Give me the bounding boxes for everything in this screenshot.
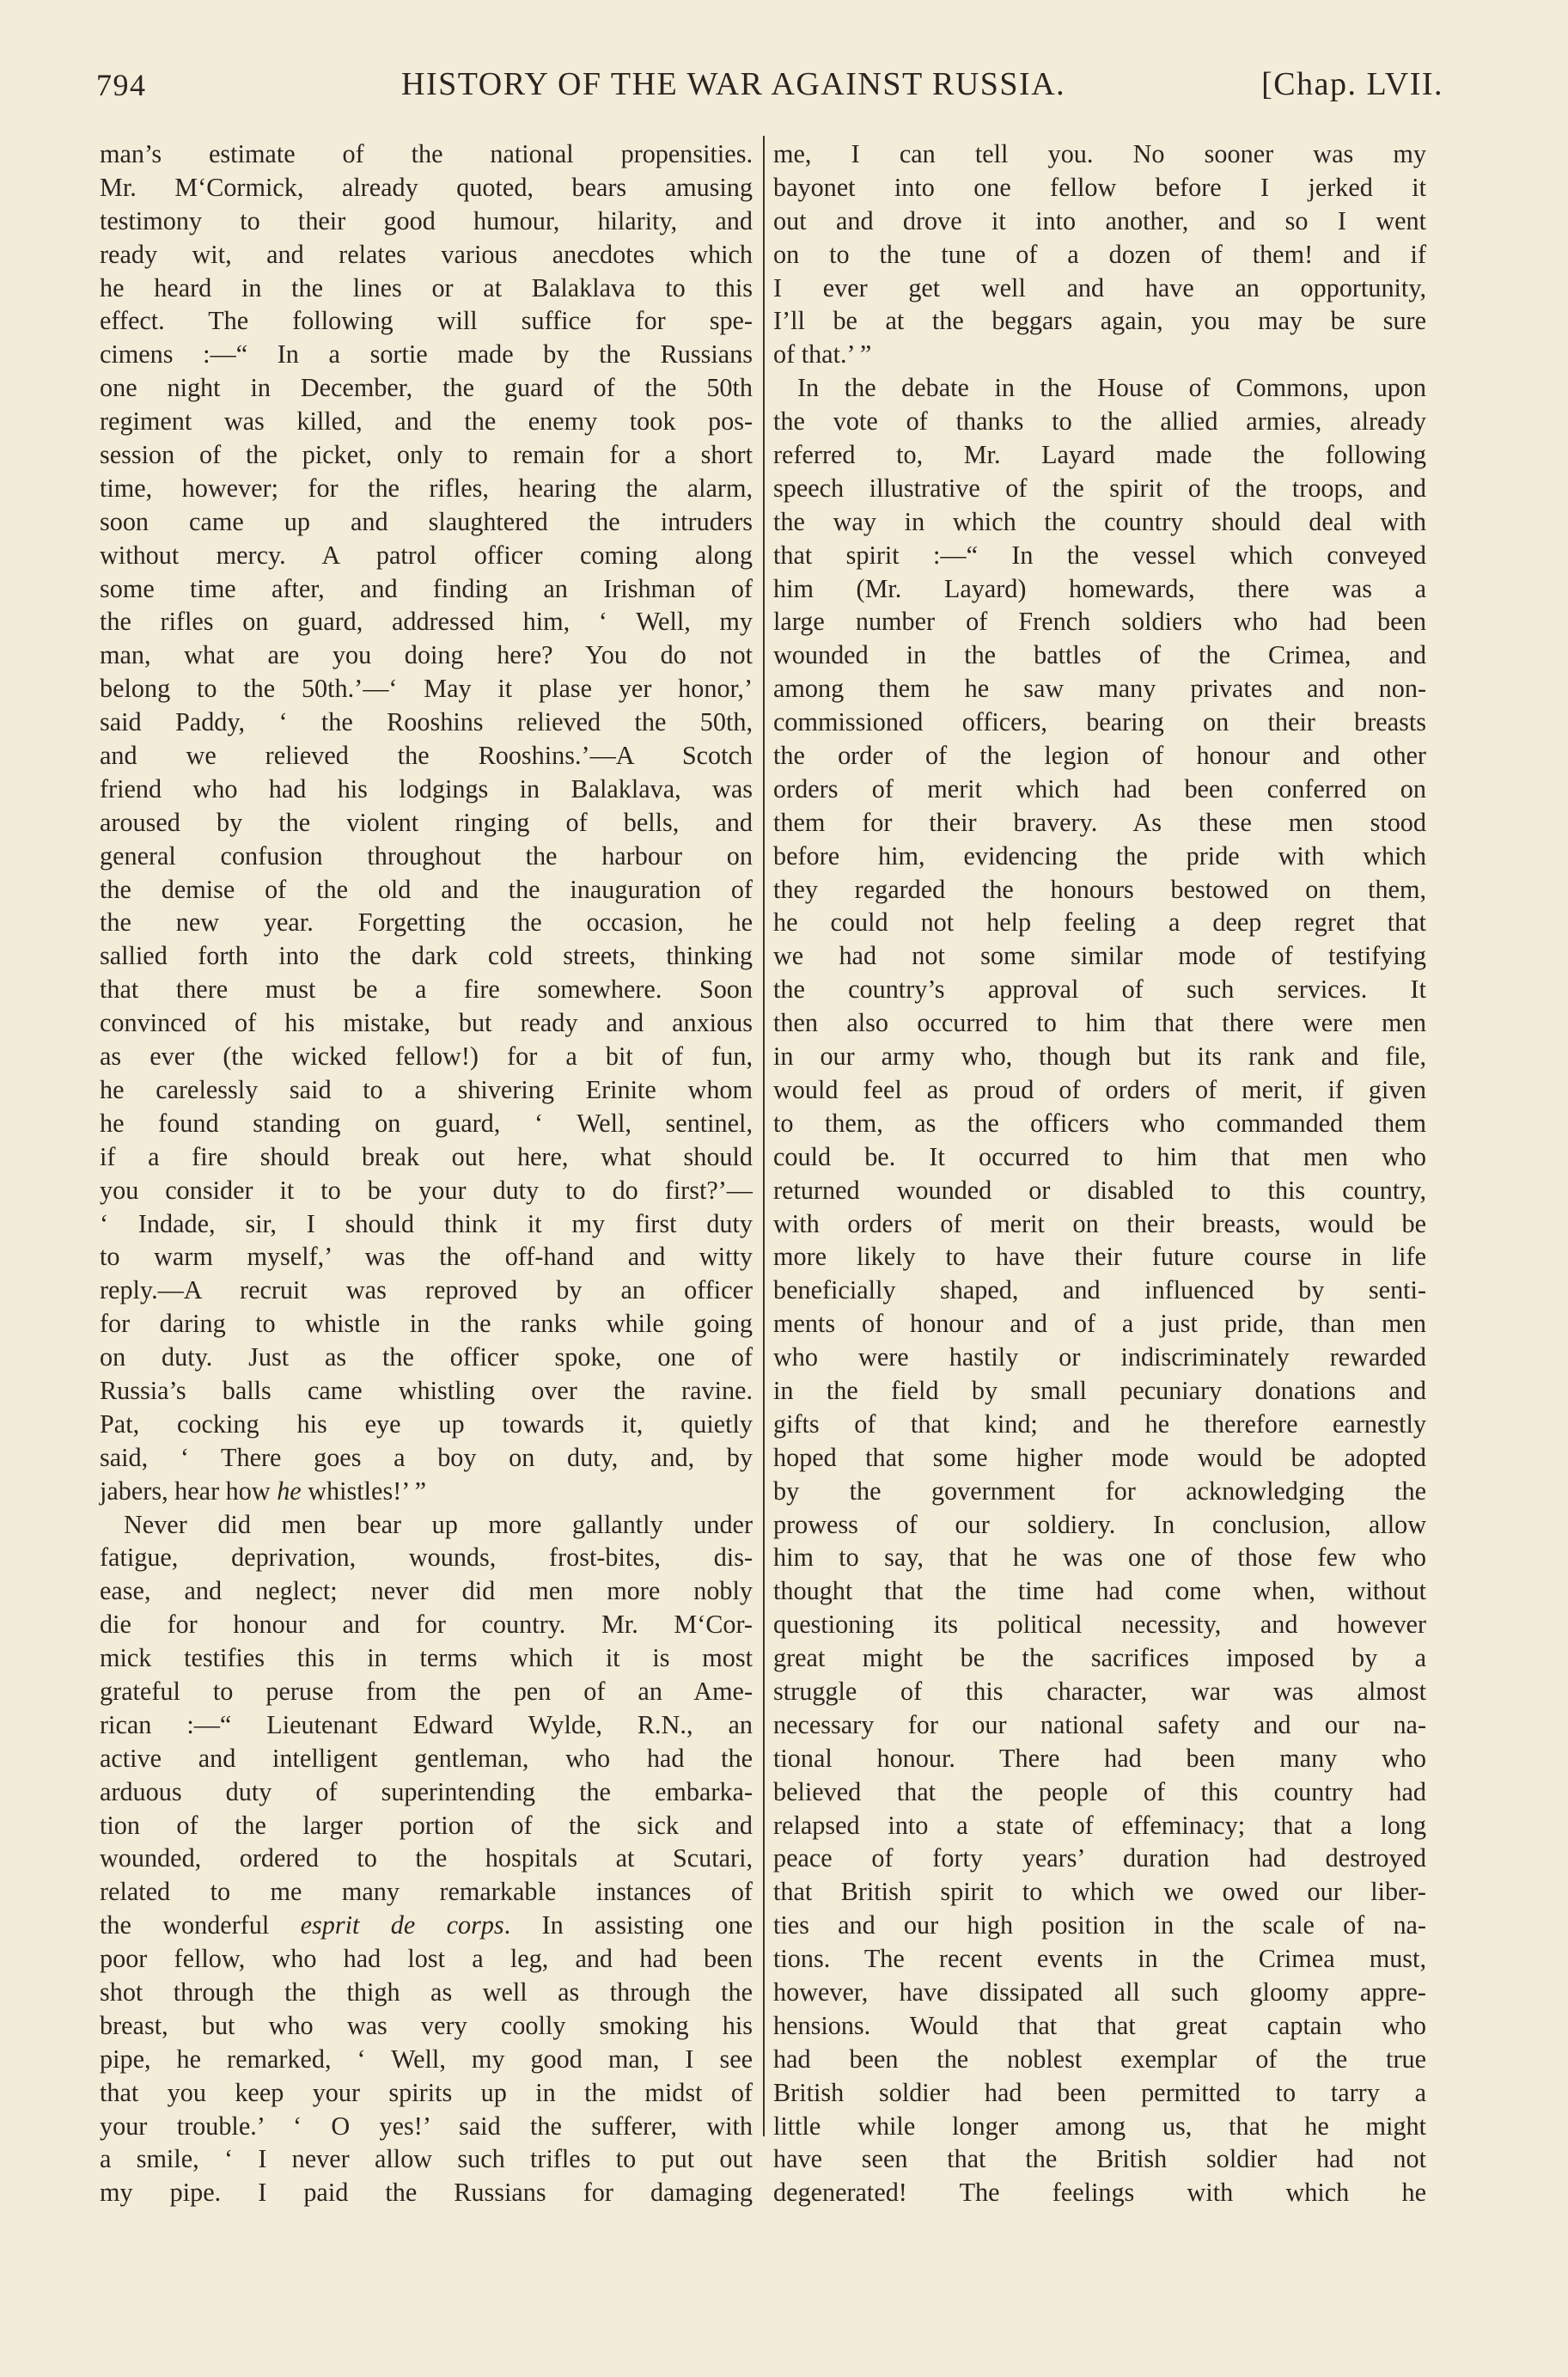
text-line: ments of honour and of a just pride, than men: [773, 1309, 1426, 1339]
text-line: breast, but who was very coolly smoking his: [100, 2010, 753, 2040]
text-line: man’s estimate of the national propensities.: [100, 139, 753, 168]
running-title: HISTORY OF THE WAR AGAINST RUSSIA.: [401, 66, 1066, 102]
text-line: jabers, hear how he whistles!’ ”: [100, 1476, 427, 1506]
text-line: by the government for acknowledging the: [773, 1476, 1426, 1506]
text-line: said, ‘ There goes a boy on duty, and, by: [100, 1442, 753, 1472]
text-line: would feel as proud of orders of merit, if given: [773, 1074, 1426, 1104]
text-line: pipe, he remarked, ‘ Well, my good man, I see: [100, 2044, 753, 2074]
left-column: [100, 137, 753, 2209]
text-line: British soldier had been permitted to tarry a: [773, 2077, 1426, 2107]
text-line: sallied forth into the dark cold streets, thinking: [100, 941, 753, 971]
text-line: active and intelligent gentleman, who had the: [100, 1743, 753, 1773]
text-line: tional honour. There had been many who: [773, 1743, 1426, 1773]
text-line: a smile, ‘ I never allow such trifles to put out: [100, 2144, 753, 2174]
text-line: the new year. Forgetting the occasion, he: [100, 907, 753, 938]
text-line: to them, as the officers who commanded them: [773, 1108, 1426, 1138]
text-line: you consider it to be your duty to do first?’—: [100, 1175, 753, 1205]
text-line: returned wounded or disabled to this country,: [773, 1175, 1426, 1205]
text-line: questioning its political necessity, and however: [773, 1610, 1426, 1640]
text-line: peace of forty years’ duration had destroyed: [773, 1843, 1426, 1873]
text-line: related to me many remarkable instances of: [100, 1877, 753, 1907]
text-line: of that.’ ”: [773, 339, 872, 370]
text-line: friend who had his lodgings in Balaklava, was: [100, 773, 753, 804]
text-line: hoped that some higher mode would be adopted: [773, 1442, 1426, 1472]
text-line: in the field by small pecuniary donations and: [773, 1375, 1426, 1405]
text-line: that British spirit to which we owed our liber-: [773, 1877, 1426, 1907]
text-line: however, have dissipated all such gloomy appre-: [773, 1977, 1426, 2007]
column-divider: [763, 136, 765, 2136]
text-line: great might be the sacrifices imposed by a: [773, 1643, 1426, 1673]
text-line: him (Mr. Layard) homewards, there was a: [773, 573, 1426, 603]
text-line: in our army who, though but its rank and file,: [773, 1042, 1426, 1072]
text-line: regiment was killed, and the enemy took pos-: [100, 406, 753, 437]
text-line: could be. It occurred to him that men who: [773, 1141, 1426, 1171]
text-line: effect. The following will suffice for spe-: [100, 306, 753, 336]
text-line: wounded, ordered to the hospitals at Scutari,: [100, 1843, 753, 1873]
text-line: ties and our high position in the scale of na-: [773, 1910, 1426, 1940]
text-line: him to say, that he was one of those few who: [773, 1543, 1426, 1573]
text-line: Mr. M‘Cormick, already quoted, bears amusing: [100, 172, 753, 202]
text-line: more likely to have their future course in life: [773, 1242, 1426, 1272]
text-line: I’ll be at the beggars again, you may be sure: [773, 306, 1426, 336]
text-line: believed that the people of this country had: [773, 1776, 1426, 1806]
text-line: orders of merit which had been conferred on: [773, 773, 1426, 804]
text-line: the order of the legion of honour and other: [773, 741, 1426, 771]
text-line: me, I can tell you. No sooner was my: [773, 139, 1426, 168]
text-line: rican :—“ Lieutenant Edward Wylde, R.N., an: [100, 1709, 753, 1739]
text-line: degenerated! The feelings with which he: [773, 2178, 1426, 2208]
text-line: struggle of this character, war was almost: [773, 1676, 1426, 1706]
text-line: relapsed into a state of effeminacy; that a long: [773, 1810, 1426, 1840]
text-line: hensions. Would that that great captain who: [773, 2010, 1426, 2040]
text-line: thought that the time had come when, without: [773, 1576, 1426, 1606]
text-line: session of the picket, only to remain for a short: [100, 440, 753, 470]
text-line: the country’s approval of such services. It: [773, 975, 1426, 1005]
text-line: testimony to their good humour, hilarity, and: [100, 205, 753, 235]
text-line: that spirit :—“ In the vessel which conveyed: [773, 540, 1426, 570]
text-line: on to the tune of a dozen of them! and if: [773, 239, 1426, 269]
text-line: reply.—A recruit was reproved by an officer: [100, 1275, 753, 1305]
text-line: commissioned officers, bearing on their breasts: [773, 707, 1426, 737]
text-line: for daring to whistle in the ranks while going: [100, 1309, 753, 1339]
text-line: he could not help feeling a deep regret that: [773, 907, 1426, 938]
text-line: ready wit, and relates various anecdotes which: [100, 239, 753, 269]
text-line: if a fire should break out here, what should: [100, 1141, 753, 1171]
text-line: without mercy. A patrol officer coming along: [100, 540, 753, 570]
text-line: mick testifies this in terms which it is most: [100, 1643, 753, 1673]
text-line: the demise of the old and the inauguration of: [100, 874, 753, 904]
text-line: that there must be a fire somewhere. Soon: [100, 975, 753, 1005]
text-line: we had not some similar mode of testifying: [773, 941, 1426, 971]
text-line: aroused by the violent ringing of bells, and: [100, 807, 753, 837]
text-line: speech illustrative of the spirit of the troops, and: [773, 473, 1426, 503]
text-line: the way in which the country should deal with: [773, 506, 1426, 536]
text-line: have seen that the British soldier had not: [773, 2144, 1426, 2174]
text-line: out and drove it into another, and so I went: [773, 205, 1426, 235]
text-line: the vote of thanks to the allied armies, already: [773, 406, 1426, 437]
text-line: Russia’s balls came whistling over the ravine.: [100, 1375, 753, 1405]
text-line: my pipe. I paid the Russians for damaging: [100, 2178, 753, 2208]
text-line: then also occurred to him that there were men: [773, 1008, 1426, 1038]
text-line: convinced of his mistake, but ready and anxious: [100, 1008, 753, 1038]
text-line: he heard in the lines or at Balaklava to this: [100, 272, 753, 302]
text-line: time, however; for the rifles, hearing the alarm,: [100, 473, 753, 503]
text-line: he carelessly said to a shivering Erinite whom: [100, 1074, 753, 1104]
text-line: soon came up and slaughtered the intruders: [100, 506, 753, 536]
text-line: referred to, Mr. Layard made the following: [773, 440, 1426, 470]
running-header: [96, 60, 1443, 112]
text-line: shot through the thigh as well as through the: [100, 1977, 753, 2007]
text-line: as ever (the wicked fellow!) for a bit of fun,: [100, 1042, 753, 1072]
text-line: the rifles on guard, addressed him, ‘ Well, my: [100, 607, 753, 637]
text-line: necessary for our national safety and our na-: [773, 1709, 1426, 1739]
text-line: Never did men bear up more gallantly under: [124, 1509, 753, 1539]
text-line: arduous duty of superintending the embarka-: [100, 1776, 753, 1806]
text-line: ease, and neglect; never did men more nobly: [100, 1576, 753, 1606]
text-line: one night in December, the guard of the 50th: [100, 373, 753, 403]
text-line: little while longer among us, that he might: [773, 2111, 1426, 2141]
text-line: had been the noblest exemplar of the true: [773, 2044, 1426, 2074]
text-line: In the debate in the House of Commons, upon: [797, 373, 1426, 403]
text-line: to warm myself,’ was the off-hand and witty: [100, 1242, 753, 1272]
text-line: they regarded the honours bestowed on them,: [773, 874, 1426, 904]
text-line: Pat, cocking his eye up towards it, quietly: [100, 1408, 753, 1439]
text-line: with orders of merit on their breasts, would be: [773, 1208, 1426, 1238]
right-column: [773, 137, 1426, 2209]
text-line: said Paddy, ‘ the Rooshins relieved the 50th,: [100, 707, 753, 737]
text-line: that you keep your spirits up in the midst of: [100, 2077, 753, 2107]
page-number: 794: [96, 68, 147, 102]
text-line: prowess of our soldiery. In conclusion, allow: [773, 1509, 1426, 1539]
text-line: some time after, and finding an Irishman of: [100, 573, 753, 603]
text-line: belong to the 50th.’—‘ May it plase yer honor,’: [100, 674, 753, 704]
text-line: beneficially shaped, and influenced by senti-: [773, 1275, 1426, 1305]
text-line: general confusion throughout the harbour on: [100, 840, 753, 871]
text-line: tions. The recent events in the Crimea must,: [773, 1944, 1426, 1974]
text-line: cimens :—“ In a sortie made by the Russians: [100, 339, 753, 370]
text-line: man, what are you doing here? You do not: [100, 640, 753, 670]
text-line: he found standing on guard, ‘ Well, sentinel,: [100, 1108, 753, 1138]
text-line: who were hastily or indiscriminately rewarded: [773, 1342, 1426, 1372]
text-line: the wonderful esprit de corps. In assisting one: [100, 1910, 753, 1940]
text-line: ‘ Indade, sir, I should think it my first duty: [100, 1208, 753, 1238]
text-line: fatigue, deprivation, wounds, frost-bites, dis-: [100, 1543, 753, 1573]
text-line: I ever get well and have an opportunity,: [773, 272, 1426, 302]
text-line: gifts of that kind; and he therefore earnestly: [773, 1408, 1426, 1439]
chapter-label: [Chap. LVII.: [1261, 66, 1443, 102]
text-line: them for their bravery. As these men stood: [773, 807, 1426, 837]
text-line: on duty. Just as the officer spoke, one of: [100, 1342, 753, 1372]
text-line: die for honour and for country. Mr. M‘Cor-: [100, 1610, 753, 1640]
text-line: your trouble.’ ‘ O yes!’ said the sufferer, with: [100, 2111, 753, 2141]
text-line: before him, evidencing the pride with which: [773, 840, 1426, 871]
text-line: grateful to peruse from the pen of an Ame-: [100, 1676, 753, 1706]
text-line: tion of the larger portion of the sick and: [100, 1810, 753, 1840]
text-line: poor fellow, who had lost a leg, and had been: [100, 1944, 753, 1974]
text-line: among them he saw many privates and non-: [773, 674, 1426, 704]
text-line: large number of French soldiers who had been: [773, 607, 1426, 637]
text-line: and we relieved the Rooshins.’—A Scotch: [100, 741, 753, 771]
text-line: bayonet into one fellow before I jerked it: [773, 172, 1426, 202]
text-line: wounded in the battles of the Crimea, and: [773, 640, 1426, 670]
